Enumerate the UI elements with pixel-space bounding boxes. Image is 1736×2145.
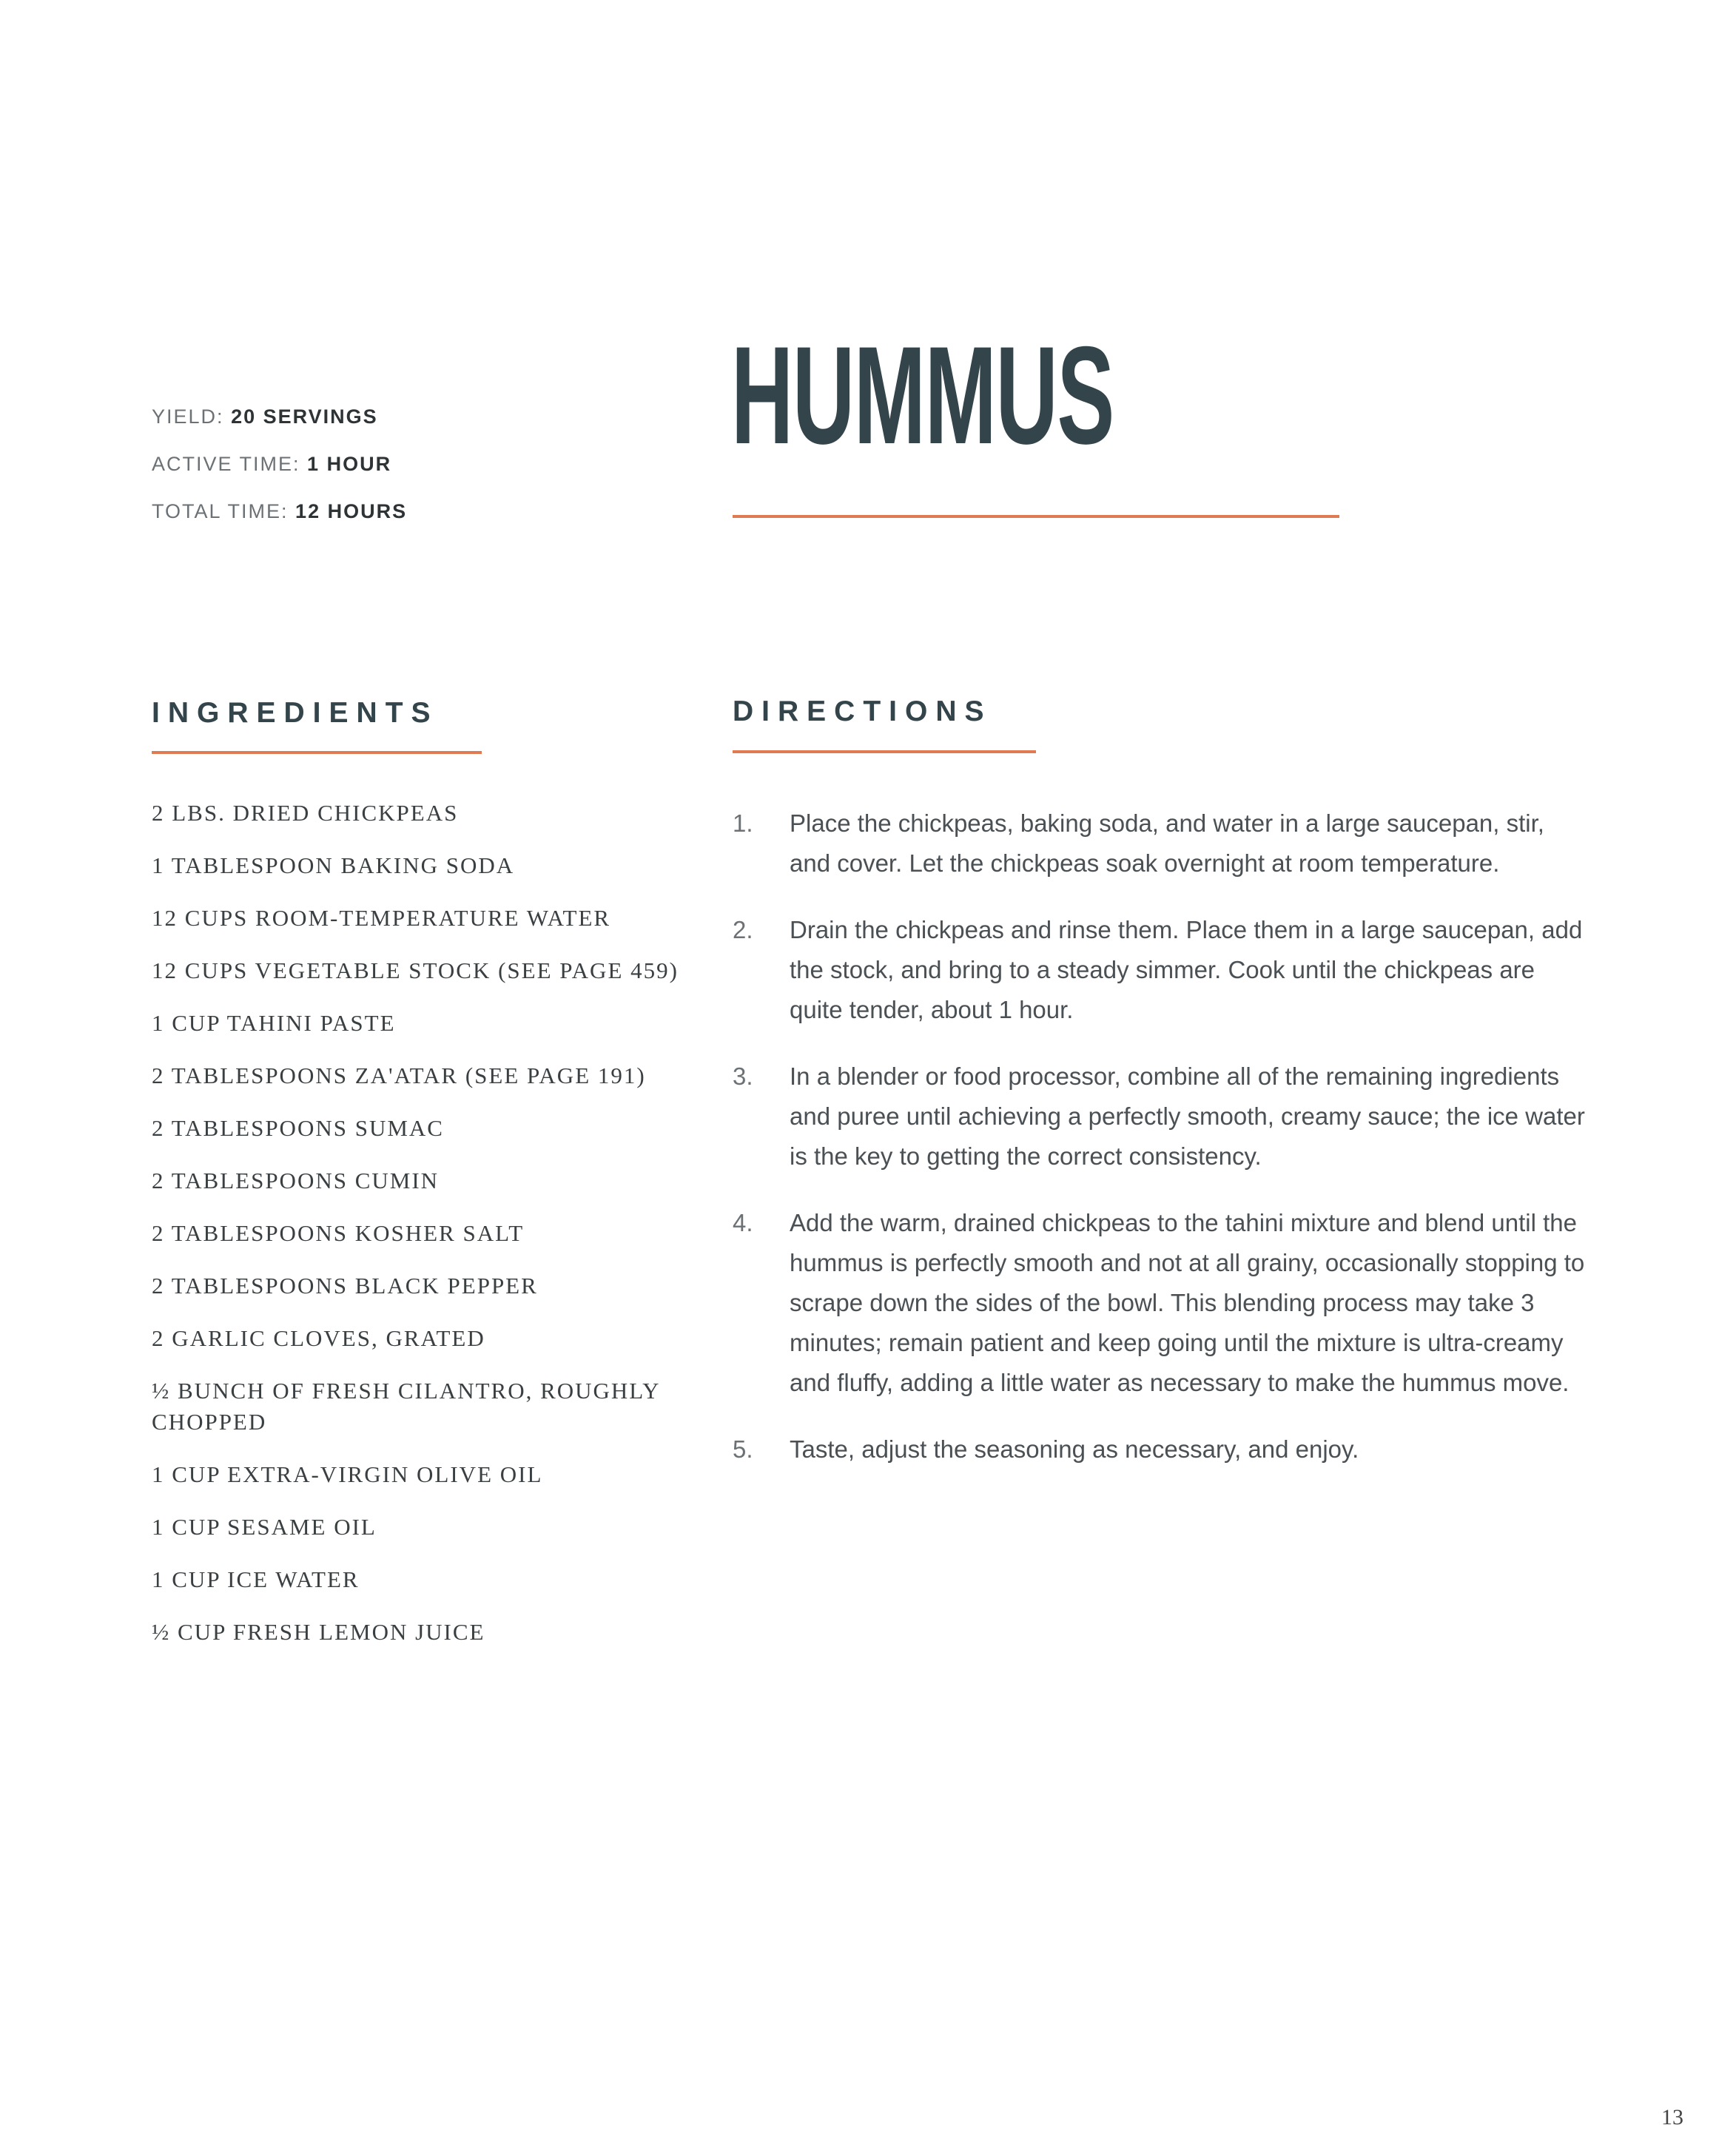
step-text: Place the chickpeas, baking soda, and water in a large saucepan, stir, and cover. Let the chickpeas soak overnight at room temperature. xyxy=(790,809,1544,877)
total-time-row: TOTAL TIME: 12 HOURS xyxy=(152,500,408,522)
step-number: 4. xyxy=(733,1209,753,1236)
ingredient-item: 1 CUP ICE WATER xyxy=(152,1566,360,1592)
page-number: 13 xyxy=(1661,2105,1683,2129)
ingredient-item: 1 CUP TAHINI PASTE xyxy=(152,1010,396,1036)
step-number: 5. xyxy=(733,1435,753,1463)
ingredient-item: 1 TABLESPOON BAKING SODA xyxy=(152,852,515,878)
ingredient-item: 2 LBS. DRIED CHICKPEAS xyxy=(152,800,459,826)
ingredient-item: 2 TABLESPOONS CUMIN xyxy=(152,1168,440,1193)
step-number: 2. xyxy=(733,916,753,943)
ingredient-item: ½ BUNCH OF FRESH CILANTRO, ROUGHLY CHOPPED xyxy=(152,1378,660,1435)
active-time-row: ACTIVE TIME: 1 HOUR xyxy=(152,453,392,475)
direction-step xyxy=(733,1203,1591,1403)
step-text: Taste, adjust the seasoning as necessary, and enjoy. xyxy=(790,1435,1359,1463)
ingredient-item: 2 TABLESPOONS BLACK PEPPER xyxy=(152,1273,538,1299)
ingredient-item: 2 TABLESPOONS KOSHER SALT xyxy=(152,1220,525,1246)
step-number: 1. xyxy=(733,809,753,837)
page-title: HUMMUS xyxy=(731,317,1114,473)
recipe-meta xyxy=(152,400,407,542)
ingredients-heading: INGREDIENTS xyxy=(152,697,439,729)
ingredients-divider xyxy=(152,751,482,754)
directions-heading: DIRECTIONS xyxy=(733,696,992,727)
ingredient-item: 2 GARLIC CLOVES, GRATED xyxy=(152,1325,485,1351)
directions-divider xyxy=(733,750,1036,753)
step-number: 3. xyxy=(733,1063,753,1090)
ingredients-list xyxy=(152,798,684,1669)
ingredient-item: 1 CUP EXTRA-VIRGIN OLIVE OIL xyxy=(152,1461,543,1487)
title-divider xyxy=(733,515,1339,518)
step-text: Add the warm, drained chickpeas to the tahini mixture and blend until the hummus is perfectly smooth and not at all grainy, occasionally stopping to scrape down the sides of the bowl. This blending process may take 3 minutes; remain patient and keep going until the mixture is ultra-creamy and fluffy, adding a little water as necessary to make the hummus move. xyxy=(790,1209,1585,1396)
yield-row: YIELD: 20 SERVINGS xyxy=(152,405,378,428)
direction-step xyxy=(733,1057,1591,1176)
direction-step xyxy=(733,1430,1591,1469)
step-text: Drain the chickpeas and rinse them. Place them in a large saucepan, add the stock, and bring to a steady simmer. Cook until the chickpeas are quite tender, about 1 hour. xyxy=(790,916,1583,1023)
ingredient-item: ½ CUP FRESH LEMON JUICE xyxy=(152,1619,485,1645)
ingredient-item: 2 TABLESPOONS ZA'ATAR (SEE PAGE 191) xyxy=(152,1063,646,1088)
ingredient-item: 12 CUPS VEGETABLE STOCK (SEE PAGE 459) xyxy=(152,957,679,983)
ingredient-item: 2 TABLESPOONS SUMAC xyxy=(152,1115,444,1141)
directions-list xyxy=(733,804,1591,1496)
ingredient-item: 1 CUP SESAME OIL xyxy=(152,1514,377,1540)
direction-step xyxy=(733,804,1591,883)
direction-step xyxy=(733,910,1591,1030)
ingredient-item: 12 CUPS ROOM-TEMPERATURE WATER xyxy=(152,905,611,931)
step-text: In a blender or food processor, combine all of the remaining ingredients and puree until achieving a perfectly smooth, creamy sauce; the ice water is the key to getting the correct consistency. xyxy=(790,1063,1585,1170)
